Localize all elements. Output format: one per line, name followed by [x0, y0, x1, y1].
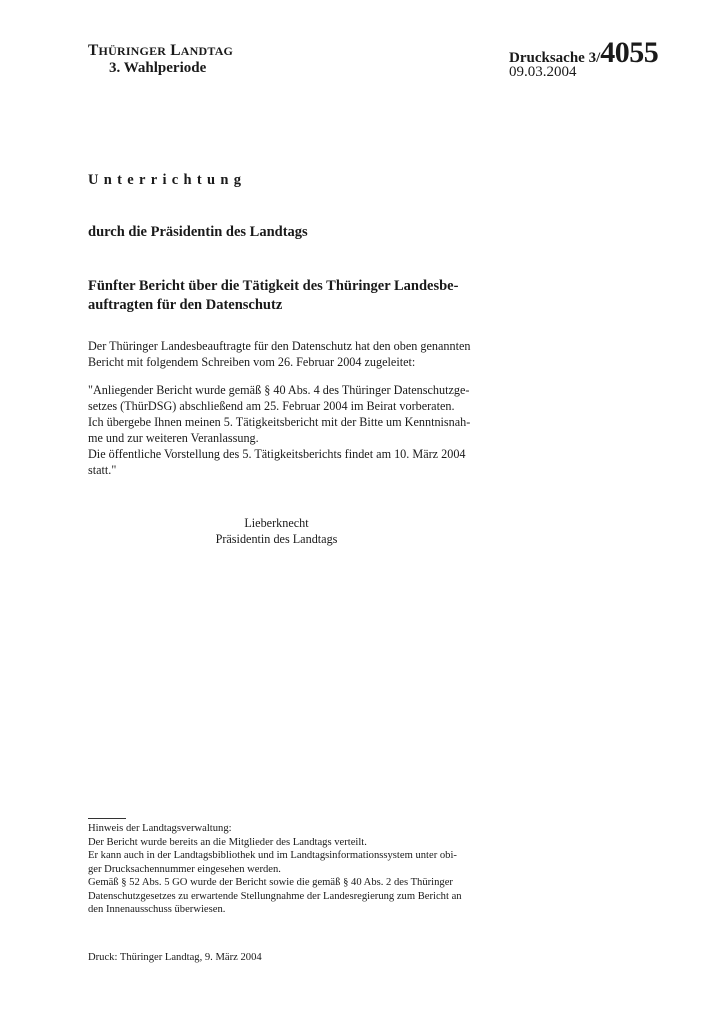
- parliament-name-rest-1: HÜRINGER: [98, 44, 167, 58]
- document-number-value: 4055: [600, 36, 659, 69]
- issuer-line: durch die Präsidentin des Landtags: [88, 224, 308, 240]
- signatory-role: Präsidentin des Landtags: [215, 532, 338, 546]
- footnote: [88, 822, 473, 917]
- parliament-name-rest-2: ANDTAG: [180, 44, 234, 58]
- quoted-letter: [88, 382, 473, 478]
- text-line: "Anliegender Bericht wurde gemäß § 40 Abs. 4 des Thüringer Datenschutzge-: [88, 383, 470, 397]
- document-subject: [88, 277, 478, 315]
- parliament-name: [88, 42, 233, 60]
- legislative-period: 3. Wahlperiode: [109, 60, 207, 76]
- footnote-line: ger Drucksachennummer eingesehen werden.: [88, 863, 281, 875]
- text-line: Bericht mit folgendem Schreiben vom 26. Februar 2004 zugeleitet:: [88, 355, 416, 369]
- print-note: Druck: Thüringer Landtag, 9. März 2004: [88, 952, 262, 963]
- text-line: statt.": [88, 463, 117, 477]
- document-type: Unterrichtung: [88, 172, 247, 188]
- parliament-name-initial-2: L: [170, 42, 181, 59]
- subject-line: Fünfter Bericht über die Tätigkeit des Thüringer Landesbe-: [88, 278, 459, 294]
- footnote-line: Gemäß § 52 Abs. 5 GO wurde der Bericht sowie die gemäß § 40 Abs. 2 des Thüringer: [88, 877, 453, 888]
- footnote-line: Er kann auch in der Landtagsbibliothek und im Landtagsinformationssystem unter obi-: [88, 850, 457, 861]
- text-line: Ich übergebe Ihnen meinen 5. Tätigkeitsbericht mit der Bitte um Kenntnisnah-: [88, 415, 471, 429]
- document-date: 09.03.2004: [509, 64, 577, 80]
- signature-block: [88, 515, 465, 547]
- footnote-line: Datenschutzgesetzes zu erwartende Stellungnahme der Landesregierung zum Bericht an: [88, 890, 462, 902]
- text-line: Der Thüringer Landesbeauftragte für den Datenschutz hat den oben genannten: [88, 339, 471, 353]
- intro-paragraph: [88, 338, 473, 370]
- text-line: setzes (ThürDSG) abschließend am 25. Februar 2004 im Beirat vorberaten.: [88, 399, 455, 413]
- subject-line: auftragten für den Datenschutz: [88, 297, 283, 313]
- text-line: Die öffentliche Vorstellung des 5. Tätigkeitsberichts findet am 10. März 2004: [88, 447, 466, 461]
- footnote-line: Der Bericht wurde bereits an die Mitglieder des Landtags verteilt.: [88, 836, 367, 848]
- parliament-name-initial-1: T: [88, 42, 99, 59]
- signatory-name: Lieberknecht: [244, 516, 309, 530]
- document-number-label: Drucksache 3/: [509, 50, 601, 66]
- text-line: me und zur weiteren Veranlassung.: [88, 431, 259, 445]
- footnote-line: Hinweis der Landtagsverwaltung:: [88, 823, 232, 834]
- footnote-divider: [88, 818, 126, 819]
- footnote-line: den Innenausschuss überwiesen.: [88, 904, 226, 915]
